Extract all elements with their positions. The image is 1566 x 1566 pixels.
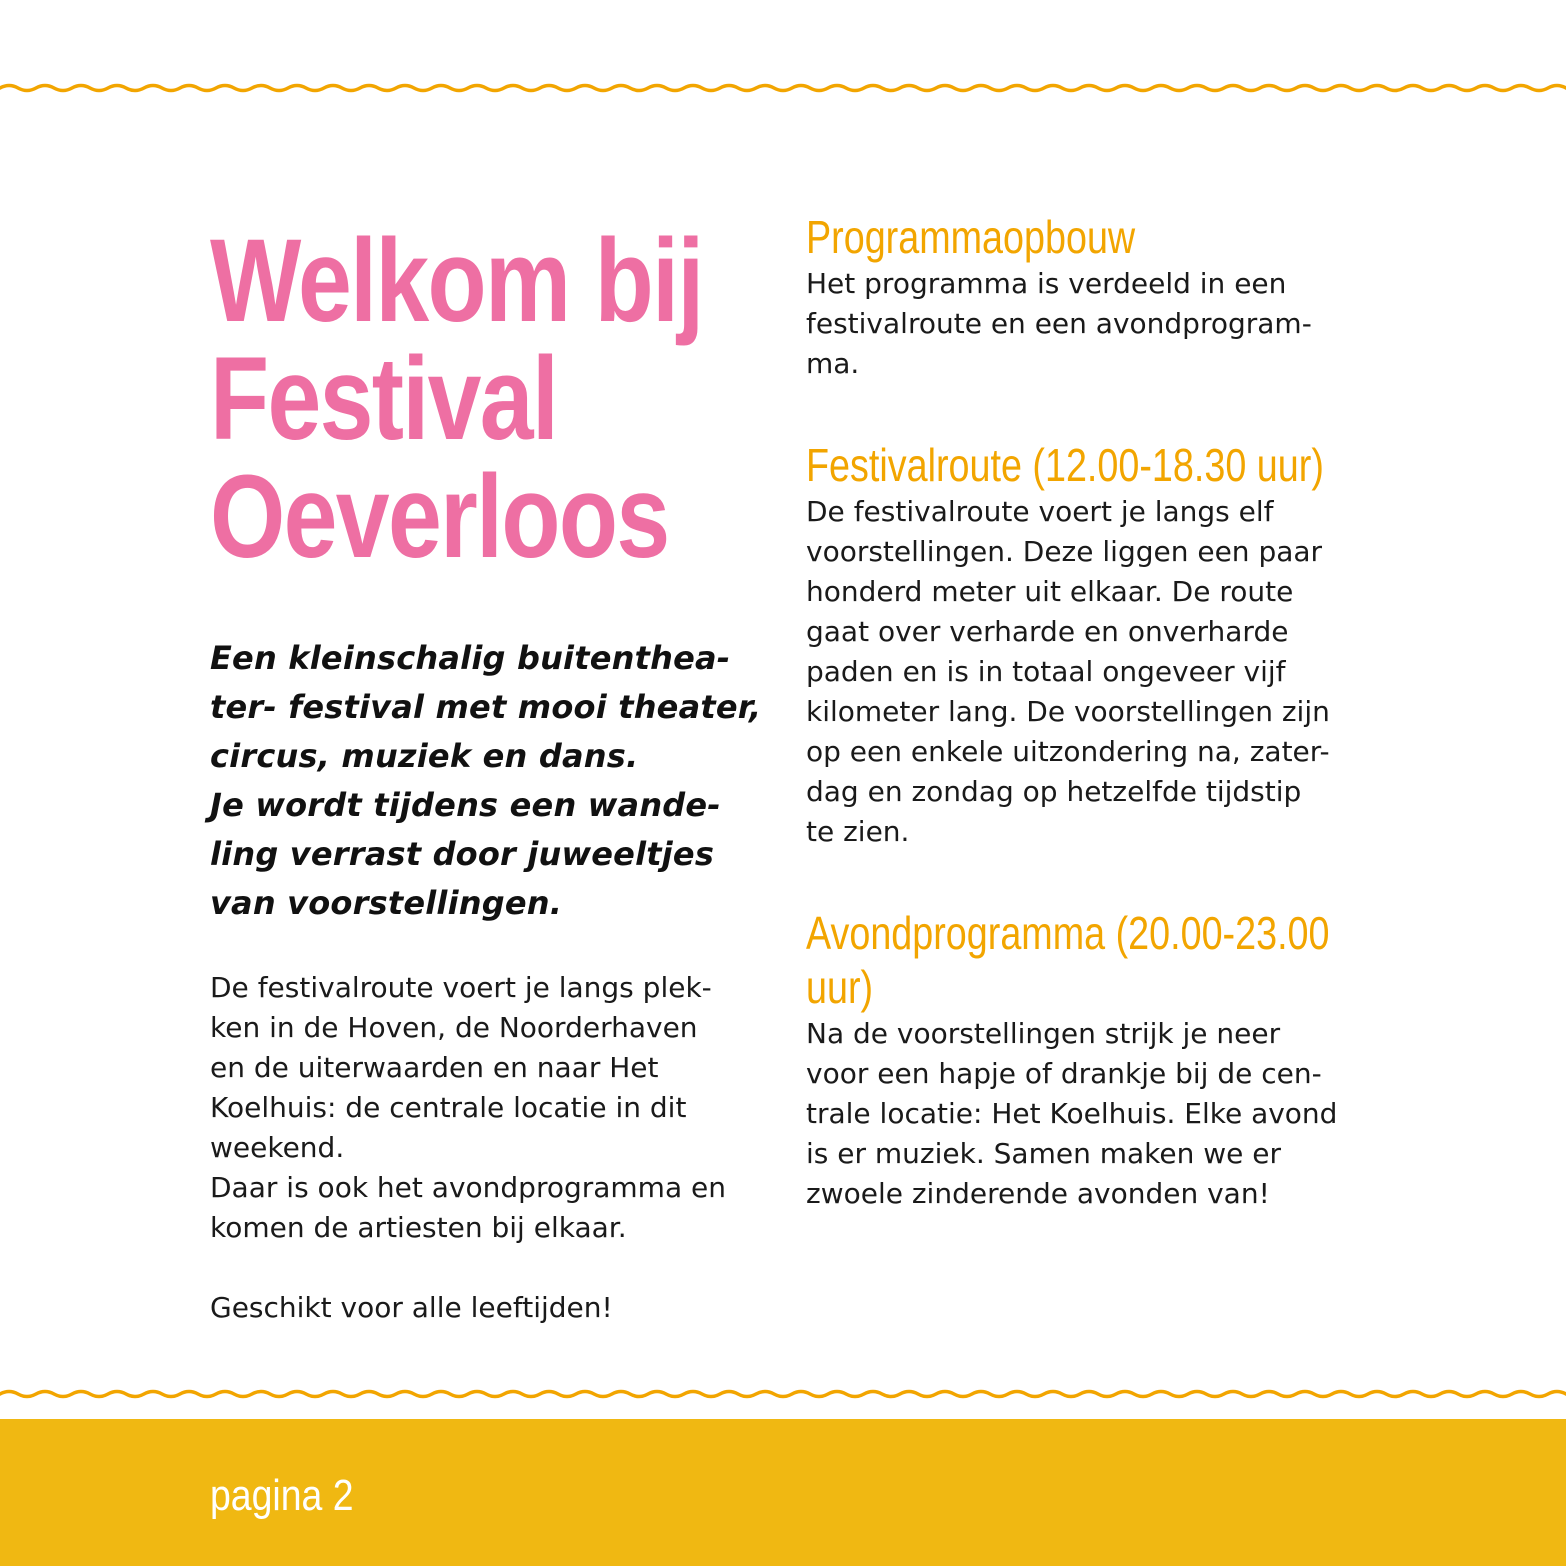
body-line: festivalroute en een avondprogram- <box>806 307 1312 340</box>
intro-line: Je wordt tijdens een wande- <box>210 786 721 824</box>
intro-line: van voorstellingen. <box>210 884 563 922</box>
heading-line: uur) <box>806 961 874 1013</box>
heading-line: Festivalroute (12.00-18.30 uur) <box>806 439 1324 491</box>
heading-line: Programmaopbouw <box>806 211 1136 263</box>
top-wave-divider <box>0 76 1566 100</box>
body-line: is er muziek. Samen maken we er <box>806 1137 1282 1170</box>
section-avondprogramma <box>806 906 1406 1214</box>
intro-text <box>210 634 780 928</box>
section-heading <box>806 906 1396 1014</box>
page-title <box>210 215 784 583</box>
body-line: Na de voorstellingen strijk je neer <box>806 1017 1281 1050</box>
intro-line: ling verrast door juweeltjes <box>210 835 715 873</box>
title-line: Oeverloos <box>210 451 669 583</box>
wave-line <box>0 86 1566 91</box>
body-line: komen de artiesten bij elkaar. <box>210 1211 627 1244</box>
body-line: voor een hapje of drankje bij de cen- <box>806 1057 1322 1090</box>
footer-bar <box>0 1419 1566 1566</box>
body-line: dag en zondag op hetzelfde tijdstip <box>806 775 1302 808</box>
body-line: ma. <box>806 347 860 380</box>
body-line: paden en is in totaal ongeveer vijf <box>806 655 1286 688</box>
intro-line: ter- festival met mooi theater, <box>210 688 762 726</box>
page-number: pagina 2 <box>210 1471 354 1520</box>
section-festivalroute <box>806 438 1406 852</box>
body-line: te zien. <box>806 815 910 848</box>
body-line: Het programma is verdeeld in een <box>806 267 1287 300</box>
body-line: weekend. <box>210 1131 345 1164</box>
intro-line: circus, muziek en dans. <box>210 737 639 775</box>
section-body <box>806 264 1406 384</box>
body-line: voorstellingen. Deze liggen een paar <box>806 535 1323 568</box>
body-line: Koelhuis: de centrale locatie in dit <box>210 1091 687 1124</box>
section-body <box>806 492 1406 852</box>
body-line: gaat over verharde en onverharde <box>806 615 1289 648</box>
title-line: Welkom bij <box>210 215 703 347</box>
title-line: Festival <box>210 333 558 465</box>
intro-line: Een kleinschalig buitenthea- <box>210 639 731 677</box>
section-heading <box>806 210 1396 264</box>
left-column <box>210 215 780 1328</box>
body-line: honderd meter uit elkaar. De route <box>806 575 1294 608</box>
right-column <box>806 210 1406 1268</box>
age-note: Geschikt voor alle leeftijden! <box>210 1291 613 1324</box>
wave-line <box>0 1392 1566 1397</box>
body-line: De festivalroute voert je langs plek- <box>210 971 712 1004</box>
body-line: op een enkele uitzondering na, zater- <box>806 735 1330 768</box>
body-line: trale locatie: Het Koelhuis. Elke avond <box>806 1097 1338 1130</box>
heading-line: Avondprogramma (20.00-23.00 <box>806 907 1330 959</box>
body-line: ken in de Hoven, de Noorderhaven <box>210 1011 698 1044</box>
section-heading <box>806 438 1396 492</box>
body-line: en de uiterwaarden en naar Het <box>210 1051 659 1084</box>
body-line: kilometer lang. De voorstellingen zijn <box>806 695 1330 728</box>
body-line: De festivalroute voert je langs elf <box>806 495 1274 528</box>
body-line: Daar is ook het avondprogramma en <box>210 1171 726 1204</box>
body-line: zwoele zinderende avonden van! <box>806 1177 1270 1210</box>
section-programmaopbouw <box>806 210 1406 384</box>
left-body-text <box>210 968 780 1328</box>
bottom-wave-divider <box>0 1382 1566 1406</box>
section-body <box>806 1014 1406 1214</box>
